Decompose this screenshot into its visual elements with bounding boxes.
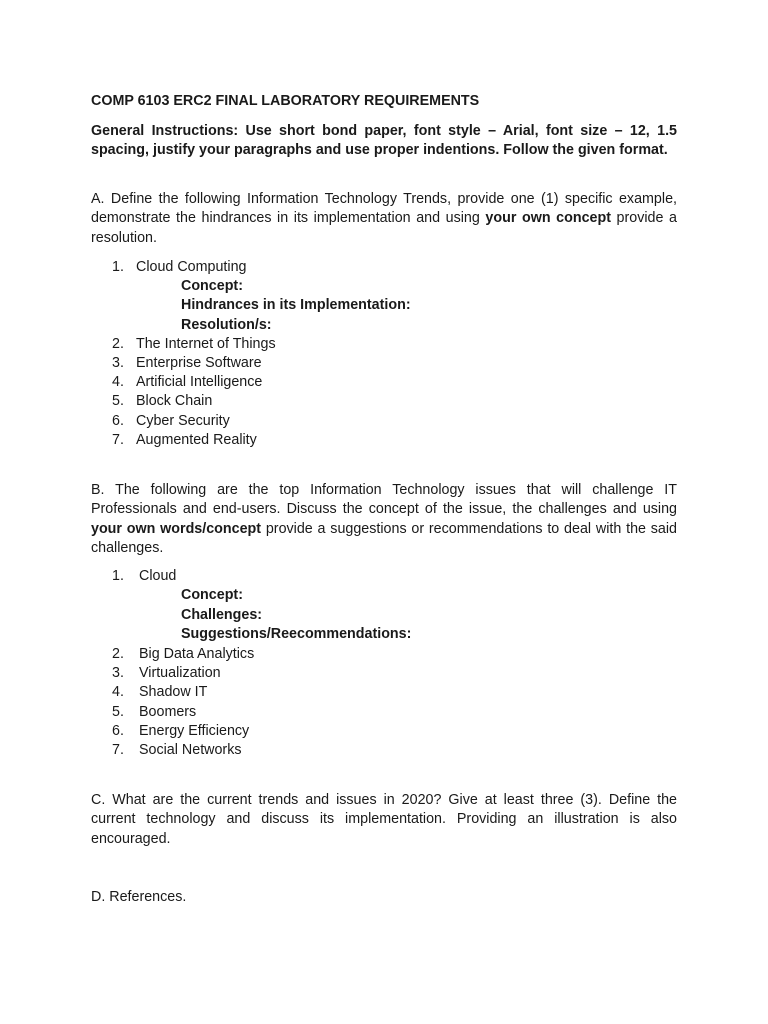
- list-item-label: Block Chain: [136, 393, 213, 409]
- section-b-text-after: provide a suggestions or recommendations to deal with the said challenges.: [91, 520, 677, 557]
- sub-item-concept: Concept:: [181, 278, 243, 294]
- list-item-label: Social Networks: [139, 742, 242, 758]
- list-item-label: Cloud Computing: [136, 259, 247, 275]
- list-item-number: 4.: [112, 684, 124, 700]
- section-b-list: [112, 567, 672, 767]
- section-b-paragraph: [91, 481, 677, 559]
- list-item-label: Artificial Intelligence: [136, 374, 263, 390]
- sub-item-hindrances: Hindrances in its Implementation:: [181, 297, 411, 313]
- list-item-number: 4.: [112, 374, 124, 390]
- list-item-label: Big Data Analytics: [139, 646, 255, 662]
- section-c-paragraph: C. What are the current trends and issues in 2020? Give at least three (3). Define the current technology and discuss its implementation. Providing an illustration is also encouraged.: [91, 792, 677, 847]
- sub-item-challenges: Challenges:: [181, 607, 263, 623]
- list-item-number: 6.: [112, 723, 124, 739]
- list-item-number: 1.: [112, 568, 124, 584]
- list-item-label: The Internet of Things: [136, 336, 276, 352]
- section-d-references: D. References.: [91, 889, 187, 905]
- list-item-number: 3.: [112, 665, 124, 681]
- list-item-number: 5.: [112, 704, 124, 720]
- sub-item-suggestions: Suggestions/Reecommendations:: [181, 626, 412, 642]
- list-item-label: Energy Efficiency: [139, 723, 250, 739]
- list-item-label: Shadow IT: [139, 684, 208, 700]
- section-a-bold: your own concept: [485, 210, 611, 227]
- sub-item-resolutions: Resolution/s:: [181, 317, 272, 333]
- list-item-label: Cyber Security: [136, 413, 230, 429]
- list-item-number: 7.: [112, 742, 124, 758]
- list-item-label: Boomers: [139, 704, 197, 720]
- document-title: COMP 6103 ERC2 FINAL LABORATORY REQUIREMENTS: [91, 93, 480, 109]
- list-item-number: 5.: [112, 393, 124, 409]
- list-item-number: 2.: [112, 336, 124, 352]
- sub-item-concept: Concept:: [181, 587, 243, 603]
- general-instructions: General Instructions: Use short bond paper, font style – Arial, font size – 12, 1.5 spacing, justify your paragraphs and use proper indentions. Follow the given format.: [91, 123, 677, 159]
- section-a-paragraph: [91, 190, 677, 248]
- list-item-label: Enterprise Software: [136, 355, 262, 371]
- list-item-number: 7.: [112, 432, 124, 448]
- section-a-list: [112, 258, 672, 458]
- list-item-number: 6.: [112, 413, 124, 429]
- list-item-label: Virtualization: [139, 665, 221, 681]
- list-item-number: 1.: [112, 259, 124, 275]
- section-b-text-before: B. The following are the top Information Technology issues that will challenge IT Professionals and end-users. Discuss the concept of the issue, the challenges and using: [91, 482, 677, 518]
- list-item-label: Cloud: [139, 568, 177, 584]
- section-a-text-before: A. Define the following Information Technology Trends, provide one (1) specific example, demonstrate the hindrances in its implementation and using: [91, 191, 677, 227]
- list-item-number: 3.: [112, 355, 124, 371]
- list-item-number: 2.: [112, 646, 124, 662]
- section-a-text-after: provide a resolution.: [91, 210, 677, 246]
- section-b-bold: your own words/concept: [91, 520, 262, 537]
- list-item-label: Augmented Reality: [136, 432, 257, 448]
